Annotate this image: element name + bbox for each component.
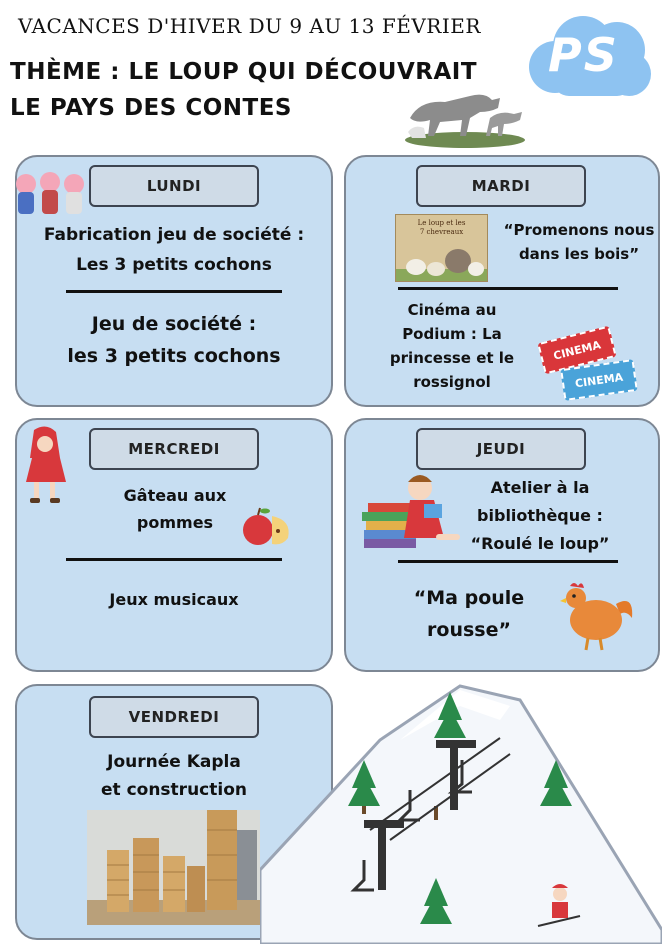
- mardi-activity-1-line-1: “Promenons nous: [503, 221, 655, 239]
- jeudi-activity-1-line-1: Atelier à la: [490, 478, 590, 497]
- book-title-line-1: Le loup et les: [417, 219, 466, 227]
- mardi-separator: [398, 287, 618, 290]
- goats-illustration-icon: [396, 239, 488, 282]
- lundi-activity-1-line-1: Fabrication jeu de société :: [43, 225, 305, 245]
- book-cover-image: [395, 214, 488, 282]
- theme-line-2: LE PAYS DES CONTES: [10, 95, 292, 121]
- jeudi-activity-1-line-2: bibliothèque :: [477, 506, 603, 525]
- day-label-mercredi: MERCREDI: [89, 428, 259, 470]
- cinema-ticket-red-text: CINEMA: [551, 337, 603, 363]
- theme-line-1: THÈME : LE LOUP QUI DÉCOUVRAIT: [10, 59, 478, 85]
- mercredi-separator: [66, 558, 282, 561]
- lundi-activity-1-line-2: Les 3 petits cochons: [76, 255, 272, 275]
- book-title-line-2: 7 chevreaux: [419, 228, 464, 236]
- mardi-activity-2: [378, 298, 526, 394]
- lundi-activity-2-line-1: Jeu de société :: [91, 313, 257, 335]
- day-label-mardi: MARDI: [416, 165, 586, 207]
- mardi-activity-2-line-2: Podium : La: [402, 325, 502, 343]
- jeudi-activity-2: [394, 582, 544, 646]
- lundi-activity-2: [25, 308, 323, 372]
- dates-heading: VACANCES D'HIVER DU 9 AU 13 FÉVRIER: [18, 14, 481, 38]
- jeudi-separator: [398, 560, 618, 563]
- three-pigs-icon: [12, 170, 88, 220]
- mardi-activity-1: [500, 218, 658, 266]
- wolves-illustration-icon: [400, 78, 530, 150]
- red-riding-hood-icon: [20, 424, 70, 506]
- ski-slope-illustration: [260, 680, 662, 944]
- mercredi-activity-1: [90, 482, 260, 536]
- lundi-separator: [66, 290, 282, 293]
- mardi-activity-1-line-2: dans les bois”: [518, 245, 640, 263]
- mercredi-activity-1-line-1: Gâteau aux: [123, 486, 227, 505]
- hen-icon: [556, 574, 636, 654]
- jeudi-activity-1: [460, 474, 620, 558]
- mardi-activity-2-line-3: princesse et le: [389, 349, 515, 367]
- book-title: [396, 215, 487, 237]
- mercredi-activity-2: Jeux musicaux: [109, 590, 239, 609]
- vendredi-activity-1-line-1: Journée Kapla: [107, 752, 241, 772]
- day-label-jeudi: JEUDI: [416, 428, 586, 470]
- mardi-activity-2-line-1: Cinéma au: [407, 301, 497, 319]
- girl-reading-icon: [360, 468, 470, 558]
- apple-icon: [238, 506, 294, 548]
- cinema-ticket-blue-text: CINEMA: [574, 370, 624, 390]
- day-label-lundi: LUNDI: [89, 165, 259, 207]
- lundi-activity-1: [25, 220, 323, 280]
- jeudi-activity-2-line-1: “Ma poule: [413, 587, 525, 609]
- day-label-vendredi: VENDREDI: [89, 696, 259, 738]
- ps-badge: PS: [548, 28, 619, 82]
- mercredi-activity-1-line-2: pommes: [136, 513, 214, 532]
- vendredi-activity-1-line-2: et construction: [101, 780, 247, 800]
- mardi-activity-2-line-4: rossignol: [413, 373, 491, 391]
- lundi-activity-2-line-2: les 3 petits cochons: [67, 345, 281, 367]
- jeudi-activity-2-line-2: rousse”: [427, 619, 511, 641]
- jeudi-activity-1-line-3: “Roulé le loup”: [470, 534, 610, 553]
- kapla-construction-photo: [87, 810, 260, 925]
